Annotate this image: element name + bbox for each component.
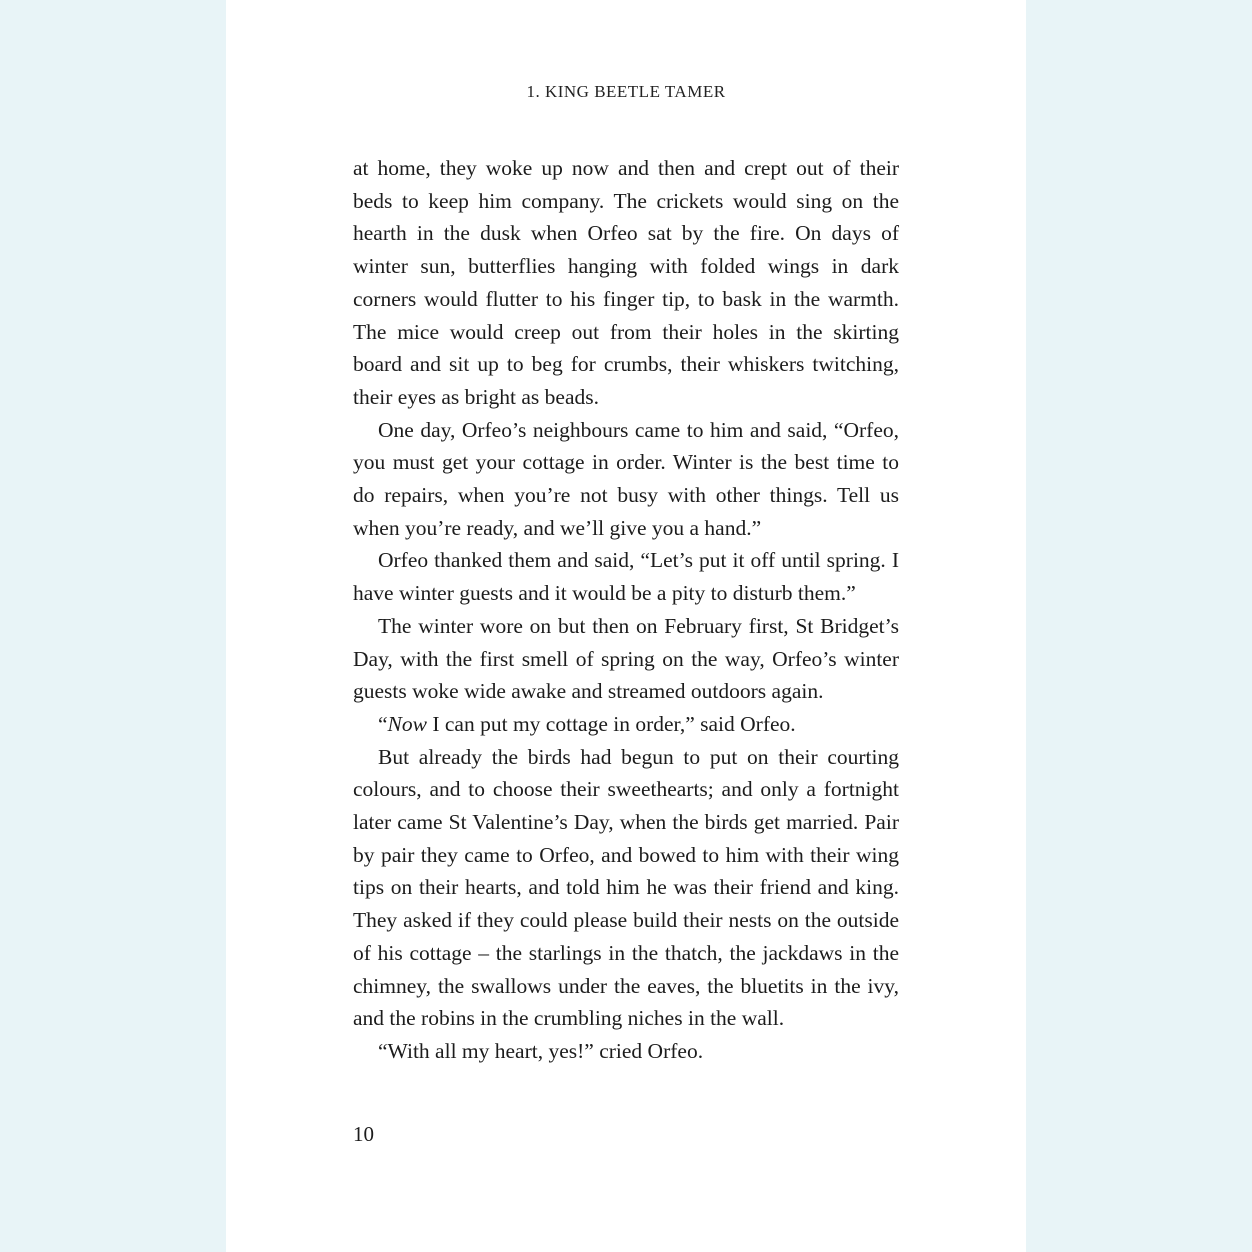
paragraph-7: “With all my heart, yes!” cried Orfeo. <box>378 1038 704 1063</box>
open-quote: “ <box>378 711 388 736</box>
paragraph-4: The winter wore on but then on February first, St Bridget’s Day, with the first smell of spring on the way, Orfeo’s winter guests woke wide awake and streamed outdoors again. <box>353 613 899 704</box>
paragraph-5-rest: I can put my cottage in order,” said Orfeo. <box>426 711 796 736</box>
paragraph-5 <box>353 708 899 741</box>
paragraph-3: Orfeo thanked them and said, “Let’s put it off until spring. I have winter guests and it would be a pity to disturb them.” <box>353 548 899 606</box>
paragraph-2: One day, Orfeo’s neighbours came to him and said, “Orfeo, you must get your cottage in order. Winter is the best time to do repairs, when you’re not busy with other things. Tell us when you’re ready, and we’ll give you a hand.” <box>353 417 899 540</box>
page-number: 10 <box>353 1122 374 1146</box>
paragraph-6: But already the birds had begun to put on their courting colours, and to choose their sweethearts; and only a fortnight later came St Valentine’s Day, when the birds get married. Pair by pair they came to Orfeo, and bowed to him with their wing tips on their hearts, and told him he was their friend and king. They asked if they could please build their nests on the outside of his cottage – the starlings in the thatch, the jackdaws in the chimney, the swallows under the eaves, the bluetits in the ivy, and the robins in the crumbling niches in the wall. <box>353 744 899 1031</box>
book-page <box>226 0 1026 1252</box>
body-text <box>353 152 899 1068</box>
italic-now: Now <box>387 711 427 736</box>
running-head: 1. KING BEETLE TAMER <box>526 82 726 101</box>
paragraph-1: at home, they woke up now and then and crept out of their beds to keep him company. The crickets would sing on the hearth in the dusk when Orfeo sat by the fire. On days of winter sun, butterflies hanging with folded wings in dark corners would flutter to his finger tip, to bask in the warmth. The mice would creep out from their holes in the skirting board and sit up to beg for crumbs, their whiskers twitching, their eyes as bright as beads. <box>353 156 899 409</box>
